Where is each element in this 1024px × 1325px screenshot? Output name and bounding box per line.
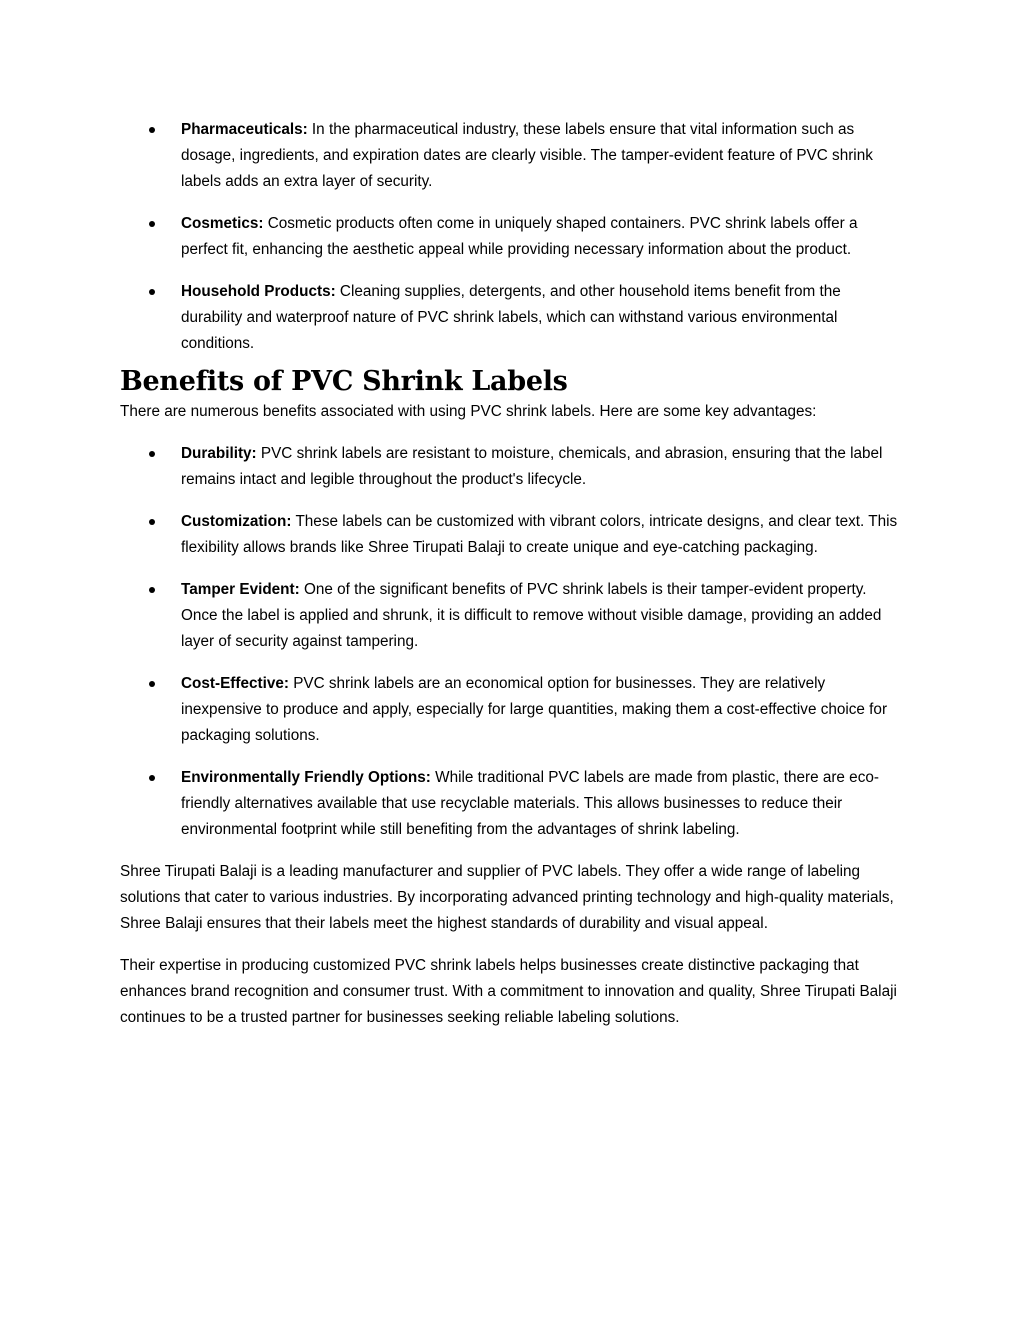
list-item-term: Durability: [181, 445, 257, 462]
list-item-text: PVC shrink labels are resistant to moisture, chemicals, and abrasion, ensuring that the label remains intact and legible throughout the product's lifecycle. [181, 445, 883, 488]
list-item-term: Cosmetics: [181, 215, 264, 232]
benefits-list [120, 441, 906, 843]
bullet-icon [149, 775, 155, 781]
list-item-text: PVC shrink labels are an economical option for businesses. They are relatively inexpensive to produce and apply, especially for large quantities, making them a cost-effective choice for packaging solutions. [181, 675, 888, 744]
list-item-term: Customization: [181, 513, 292, 530]
list-item [120, 509, 906, 561]
list-item-text: Cosmetic products often come in uniquely shaped containers. PVC shrink labels offer a perfect fit, enhancing the aesthetic appeal while providing necessary information about the product. [181, 215, 858, 258]
list-item-text: In the pharmaceutical industry, these labels ensure that vital information such as dosage, ingredients, and expiration dates are clearly visible. The tamper-evident feature of PVC shrink labels adds an extra layer of security. [181, 121, 873, 190]
list-item-term: Cost-Effective: [181, 675, 289, 692]
bullet-icon [149, 127, 155, 133]
list-item-term: Pharmaceuticals: [181, 121, 308, 138]
list-item [120, 441, 906, 493]
list-item-text: One of the significant benefits of PVC shrink labels is their tamper-evident property. Once the label is applied and shrunk, it is difficult to remove without visible damage, providing an added layer of security against tampering. [181, 581, 882, 650]
body-paragraph: Shree Tirupati Balaji is a leading manufacturer and supplier of PVC labels. They offer a wide range of labeling solutions that cater to various industries. By incorporating advanced printing technology and high-quality materials, Shree Balaji ensures that their labels meet the highest standards of durability and visual appeal. [120, 863, 894, 932]
bullet-icon [149, 681, 155, 687]
section-intro: There are numerous benefits associated with using PVC shrink labels. Here are some key advantages: [120, 403, 817, 420]
list-item [120, 279, 906, 357]
list-item [120, 765, 906, 843]
list-item [120, 211, 906, 263]
list-item [120, 671, 906, 749]
list-item-term: Tamper Evident: [181, 581, 300, 598]
list-item-term: Household Products: [181, 283, 336, 300]
bullet-icon [149, 221, 155, 227]
document-page [120, 117, 906, 1047]
list-item-text: Cleaning supplies, detergents, and other household items benefit from the durability and waterproof nature of PVC shrink labels, which can withstand various environmental conditions. [181, 283, 841, 352]
bullet-icon [149, 289, 155, 295]
list-item-term: Environmentally Friendly Options: [181, 769, 431, 786]
list-item [120, 117, 906, 195]
body-paragraph: Their expertise in producing customized PVC shrink labels helps businesses create distinctive packaging that enhances brand recognition and consumer trust. With a commitment to innovation and quality, Shree Tirupati Balaji continues to be a trusted partner for businesses seeking reliable labeling solutions. [120, 957, 897, 1026]
bullet-icon [149, 519, 155, 525]
list-item-text: These labels can be customized with vibrant colors, intricate designs, and clear text. This flexibility allows brands like Shree Tirupati Balaji to create unique and eye-catching packaging. [181, 513, 898, 556]
industry-list [120, 117, 906, 357]
list-item [120, 577, 906, 655]
bullet-icon [149, 451, 155, 457]
bullet-icon [149, 587, 155, 593]
list-item-text: While traditional PVC labels are made from plastic, there are eco-friendly alternatives available that use recyclable materials. This allows businesses to reduce their environmental footprint while still benefiting from the advantages of shrink labeling. [181, 769, 879, 838]
section-heading: Benefits of PVC Shrink Labels [120, 366, 568, 397]
